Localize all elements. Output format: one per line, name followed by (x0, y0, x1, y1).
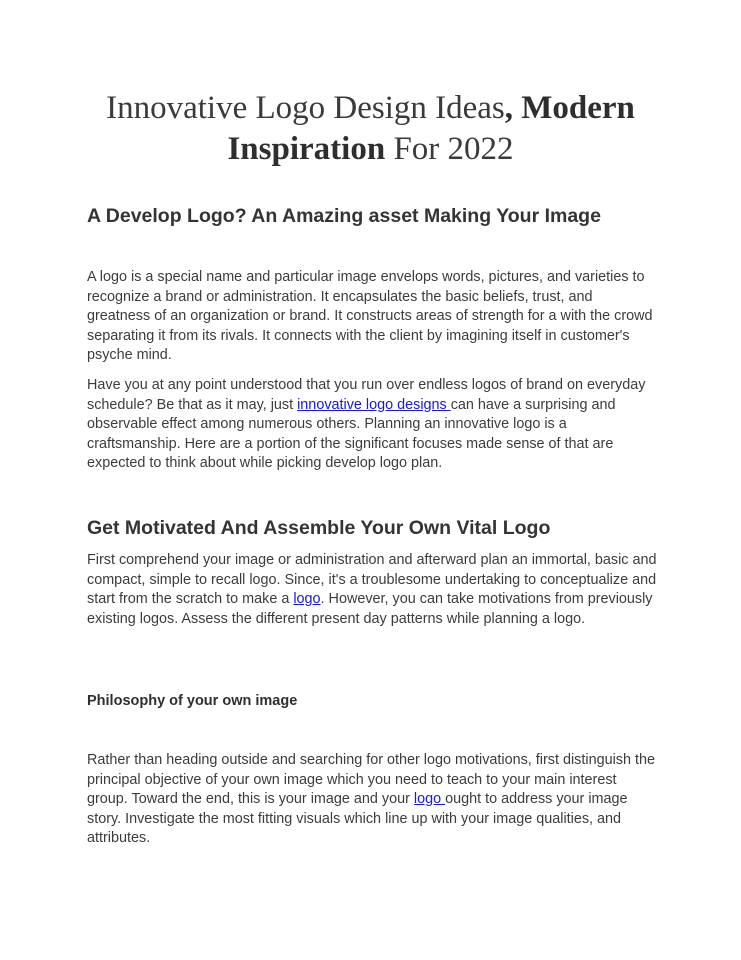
paragraph-text: Rather than heading outside and searching for other logo motivations, first distinguish the principal objective of your own image which you need to teach to your main interest group. Toward the end, this is your image and your (87, 752, 655, 807)
paragraph-logo-definition: A logo is a special name and particular image envelops words, pictures, and varieties to recognize a brand or administration. It encapsulates the basic beliefs, trust, and greatness of an organization or brand. It constructs areas of strength for a with the crowd separating it from its rivals. It connects with the client by imagining itself in customer's psyche mind. (87, 269, 653, 363)
paragraph-text: can have a surprising and observable effect among numerous others. Planning an innovative logo is a craftsmanship. Here are a portion of the significant focuses made sense of that are expected to think about while picking develop logo plan. (87, 396, 616, 471)
section-heading-get-motivated: Get Motivated And Assemble Your Own Vital Logo (87, 517, 551, 539)
paragraph-text: . However, you can take motivations from previously existing logos. Assess the different present day patterns while planning a logo. (87, 591, 653, 627)
title-part-2: , Modern Inspiration (227, 90, 635, 167)
link-innovative-logo-designs[interactable]: innovative logo designs (297, 396, 451, 413)
title-part-1: Innovative Logo Design Ideas (106, 90, 505, 126)
subheading-philosophy: Philosophy of your own image (87, 693, 298, 709)
paragraph-endless-logos (87, 376, 657, 474)
title-part-3: For 2022 (385, 131, 514, 167)
paragraph-text: ought to address your image story. Investigate the most fitting visuals which line up with your image qualities, and attributes. (87, 791, 628, 846)
link-logo[interactable]: logo (293, 591, 321, 607)
page-title (60, 88, 681, 170)
paragraph-text: Have you at any point understood that you run over endless logos of brand on everyday schedule? Be that as it may, just (87, 377, 646, 413)
paragraph-philosophy (87, 751, 657, 849)
paragraph-comprehend-image (87, 551, 657, 629)
section-heading-develop-logo: A Develop Logo? An Amazing asset Making Your Image (87, 205, 601, 227)
paragraph-text: First comprehend your image or administration and afterward plan an immortal, basic and compact, simple to recall logo. Since, it's a troublesome undertaking to conceptualize and start from the scratch to make a (87, 552, 657, 607)
link-logo-2[interactable]: logo (413, 791, 446, 807)
